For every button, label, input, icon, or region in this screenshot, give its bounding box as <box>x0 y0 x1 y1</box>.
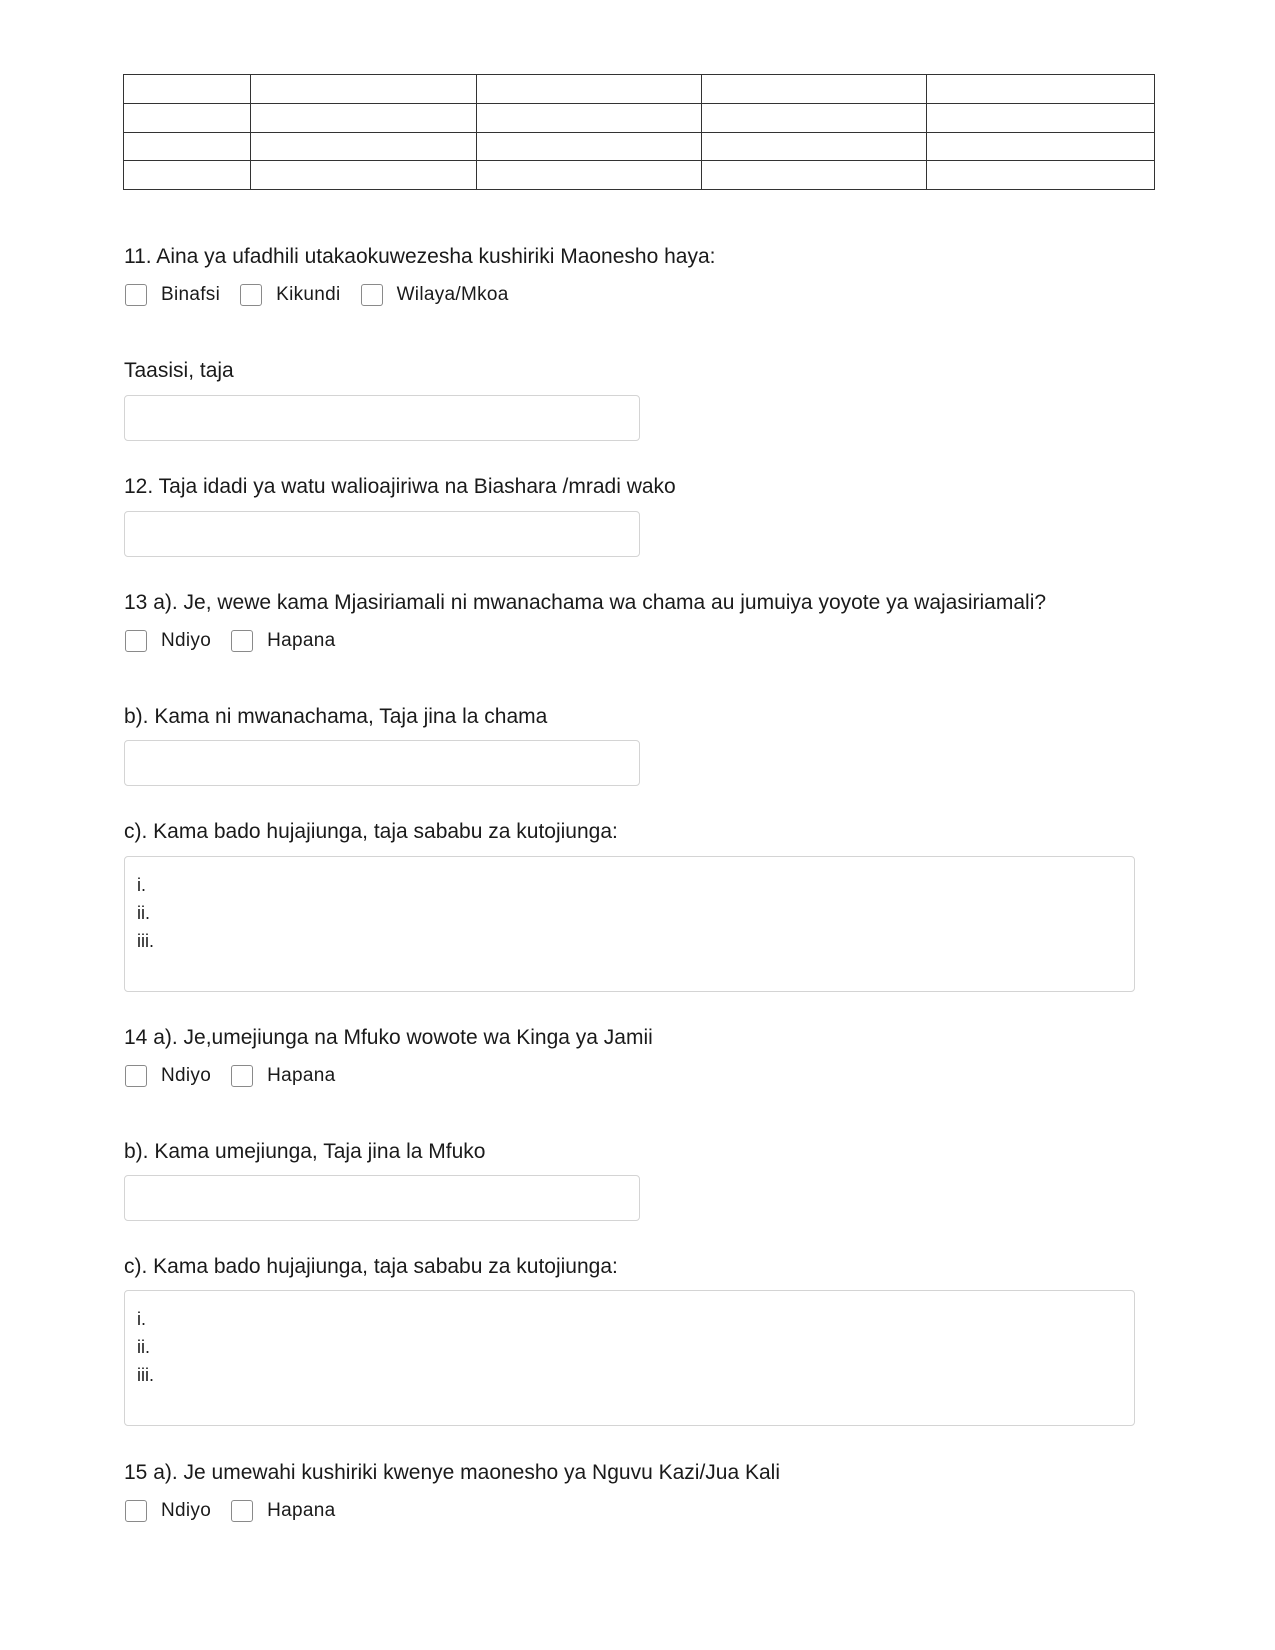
checkbox[interactable] <box>125 1065 147 1087</box>
question-14a-options <box>125 1065 355 1087</box>
question-13c-label: c). Kama bado hujajiunga, taja sababu za kutojiunga: <box>124 820 618 843</box>
question-13a-label: 13 a). Je, wewe kama Mjasiriamali ni mwanachama wa chama au jumuiya yoyote ya wajasiriamali? <box>124 591 1047 614</box>
table-cell[interactable] <box>702 75 927 104</box>
option-kikundi[interactable] <box>240 284 340 306</box>
table-cell[interactable] <box>477 161 702 190</box>
checkbox[interactable] <box>231 1065 253 1087</box>
option-hapana[interactable] <box>231 630 335 652</box>
option-ndiyo[interactable] <box>125 1500 211 1522</box>
table-cell[interactable] <box>927 103 1155 132</box>
table-cell[interactable] <box>251 132 477 161</box>
option-hapana[interactable] <box>231 1500 335 1522</box>
taasisi-input[interactable] <box>124 395 640 441</box>
option-label: Hapana <box>267 630 336 651</box>
data-table <box>123 74 1155 190</box>
question-13a-options <box>125 630 355 652</box>
option-label: Ndiyo <box>161 630 212 651</box>
checkbox[interactable] <box>125 1500 147 1522</box>
table-cell[interactable] <box>477 103 702 132</box>
table-cell[interactable] <box>251 75 477 104</box>
question-15a-label: 15 a). Je umewahi kushiriki kwenye maonesho ya Nguvu Kazi/Jua Kali <box>124 1461 780 1484</box>
table-cell[interactable] <box>927 132 1155 161</box>
option-ndiyo[interactable] <box>125 1065 211 1087</box>
option-label: Ndiyo <box>161 1065 212 1086</box>
checkbox[interactable] <box>361 284 383 306</box>
checkbox[interactable] <box>125 284 147 306</box>
question-11-label: 11. Aina ya ufadhili utakaokuwezesha kushiriki Maonesho haya: <box>124 245 716 268</box>
option-label: Kikundi <box>276 284 341 305</box>
question-14b-label: b). Kama umejiunga, Taja jina la Mfuko <box>124 1140 486 1163</box>
list-item: iii. <box>137 1365 154 1385</box>
checkbox[interactable] <box>240 284 262 306</box>
table-cell[interactable] <box>251 161 477 190</box>
option-label: Hapana <box>267 1500 336 1521</box>
table-cell[interactable] <box>477 132 702 161</box>
association-name-input[interactable] <box>124 740 640 786</box>
table-cell[interactable] <box>124 103 251 132</box>
table-cell[interactable] <box>477 75 702 104</box>
table-row <box>124 75 1155 104</box>
fund-name-input[interactable] <box>124 1175 640 1221</box>
option-label: Wilaya/Mkoa <box>396 284 509 305</box>
question-15a-options <box>125 1500 355 1522</box>
table-cell[interactable] <box>702 161 927 190</box>
option-wilaya-mkoa[interactable] <box>361 284 509 306</box>
option-ndiyo[interactable] <box>125 630 211 652</box>
checkbox[interactable] <box>125 630 147 652</box>
table-row <box>124 161 1155 190</box>
option-label: Hapana <box>267 1065 336 1086</box>
table-cell[interactable] <box>702 132 927 161</box>
option-label: Ndiyo <box>161 1500 212 1521</box>
taasisi-label: Taasisi, taja <box>124 359 234 382</box>
table-cell[interactable] <box>124 161 251 190</box>
reasons-textarea-14c[interactable] <box>124 1290 1135 1426</box>
checkbox[interactable] <box>231 630 253 652</box>
list-item: ii. <box>137 903 150 923</box>
employees-count-input[interactable] <box>124 511 640 557</box>
list-item: iii. <box>137 931 154 951</box>
list-item: i. <box>137 875 146 895</box>
option-hapana[interactable] <box>231 1065 335 1087</box>
question-14c-label: c). Kama bado hujajiunga, taja sababu za kutojiunga: <box>124 1255 618 1278</box>
list-item: ii. <box>137 1337 150 1357</box>
table-row <box>124 132 1155 161</box>
table-cell[interactable] <box>927 161 1155 190</box>
table-cell[interactable] <box>251 103 477 132</box>
table-cell[interactable] <box>124 75 251 104</box>
reasons-textarea-13c[interactable] <box>124 856 1135 992</box>
checkbox[interactable] <box>231 1500 253 1522</box>
question-13b-label: b). Kama ni mwanachama, Taja jina la chama <box>124 705 548 728</box>
question-12-label: 12. Taja idadi ya watu walioajiriwa na Biashara /mradi wako <box>124 475 676 498</box>
option-binafsi[interactable] <box>125 284 220 306</box>
question-11-options <box>125 284 529 306</box>
table-row <box>124 103 1155 132</box>
table-cell[interactable] <box>927 75 1155 104</box>
list-item: i. <box>137 1309 146 1329</box>
option-label: Binafsi <box>161 284 221 305</box>
table-cell[interactable] <box>702 103 927 132</box>
table-cell[interactable] <box>124 132 251 161</box>
question-14a-label: 14 a). Je,umejiunga na Mfuko wowote wa Kinga ya Jamii <box>124 1026 653 1049</box>
